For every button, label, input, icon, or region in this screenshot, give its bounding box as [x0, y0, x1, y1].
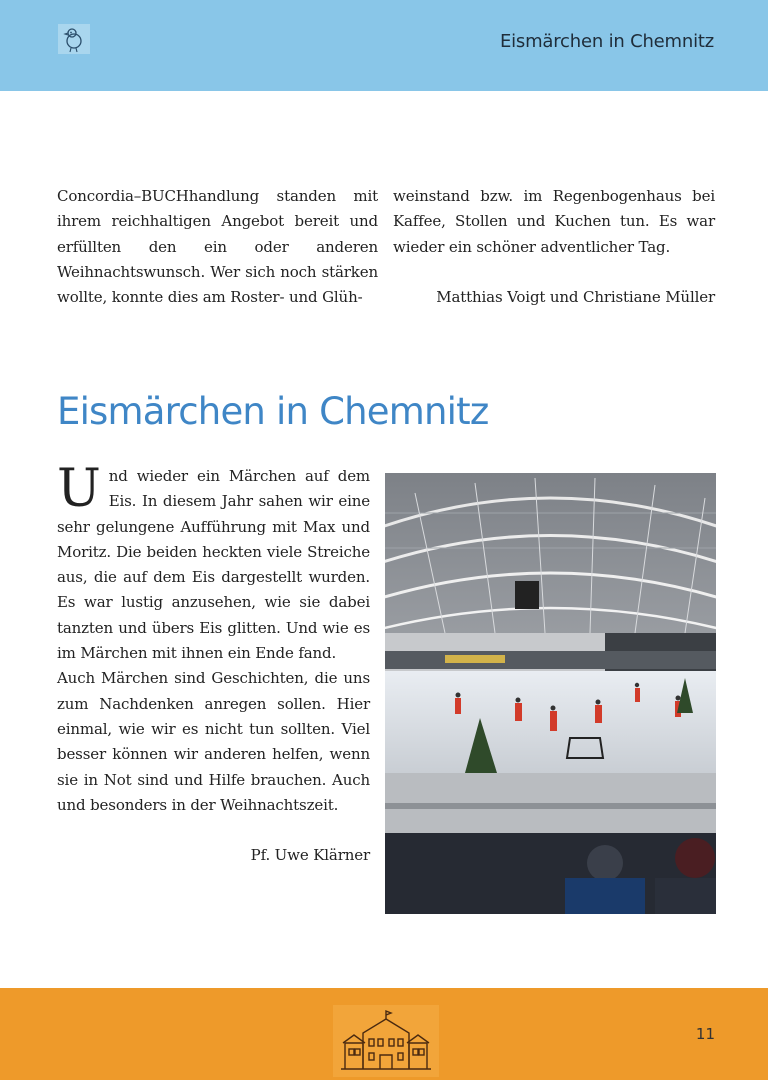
ice-rink-photo: [385, 473, 716, 914]
article-paragraph-2: Auch Märchen sind Geschichten, die uns zum Nachdenken anregen sollen. Hier einmal, wie wir es nicht tun sollten. Viel besser können wir anderen helfen, wenn sie in Not sind und Hilfe brauchen. Auch und besonders in der Weihnachtszeit.: [57, 669, 370, 814]
bird-icon: [58, 24, 90, 54]
article-body: [57, 459, 370, 868]
drop-cap: U: [57, 459, 101, 519]
article-paragraph-1: [57, 459, 370, 666]
previous-article-text-left: Concordia–BUCHhandlung standen mit ihrem reichhaltigen Angebot bereit und erfüllten den ein oder anderen Weihnachtswunsch. Wer sich noch stärken wollte, konnte dies am Roster- und Glüh-: [57, 187, 378, 307]
running-header-title: Eismärchen in Chemnitz: [499, 31, 714, 52]
page-number: 11: [695, 1025, 715, 1043]
page-header: [0, 0, 768, 91]
previous-article-text-right: weinstand bzw. im Regenbogenhaus bei Kaffee, Stollen und Kuchen tun. Es war wieder ein schöner adventlicher Tag.: [393, 187, 715, 256]
previous-article-left-column: [57, 184, 378, 310]
article-signature: Pf. Uwe Klärner: [250, 846, 370, 865]
previous-article-right-column: [393, 184, 715, 310]
article-title: Eismärchen in Chemnitz: [57, 390, 489, 433]
previous-article-signature: Matthias Voigt und Christiane Müller: [436, 287, 715, 306]
school-building-icon: [333, 1005, 439, 1077]
article-paragraph-1-text: nd wieder ein Märchen auf dem Eis. In diesem Jahr sahen wir eine sehr gelungene Aufführung mit Max und Moritz. Die beiden heckten viele Streiche aus, die auf dem Eis dargestellt wurden. Es war lustig anzusehen, wie sie dabei tanzten und übers Eis glitten. Und wie es im Märchen mit ihnen ein Ende fand.: [57, 467, 370, 663]
